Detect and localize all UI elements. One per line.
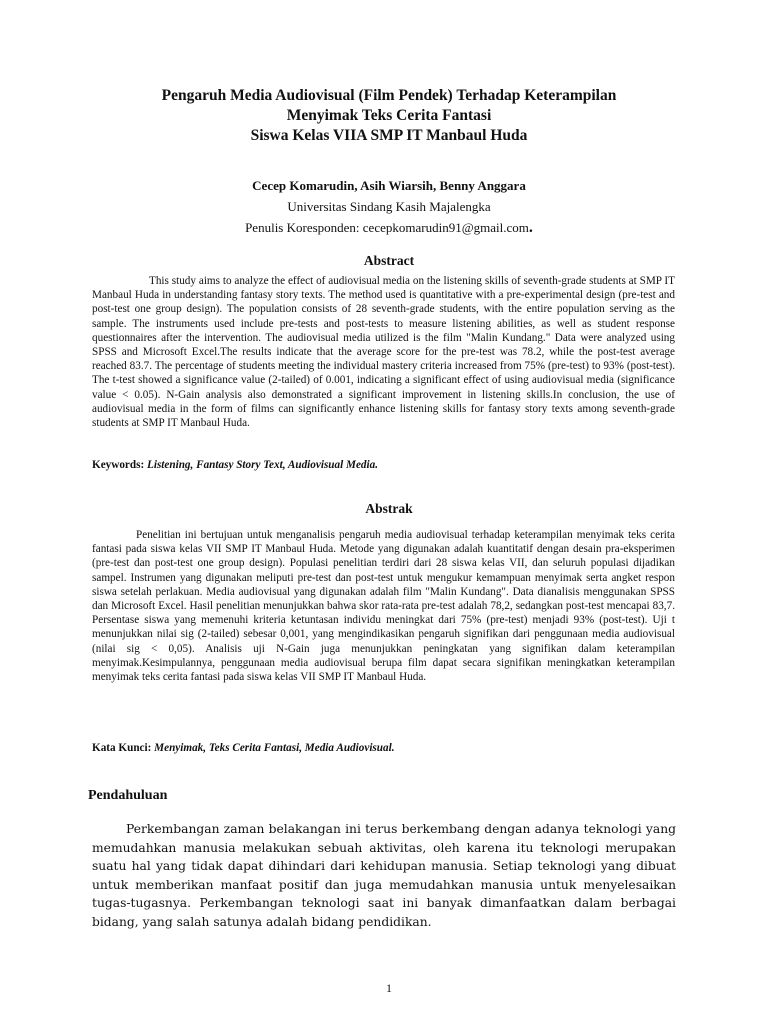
keywords-label: Keywords: [92,459,145,471]
abstrak-text: Penelitian ini bertujuan untuk menganalisis pengaruh media audiovisual terhadap keterampilan menyimak teks cerita fantasi pada siswa kelas VII SMP IT Manbaul Huda. Metode yang digunakan adalah kuantitatif dengan desain pra-eksperimen (pre-test dan post-test one group design). Populasi penelitian terdiri dari 28 siswa kelas VII, dan seluruh populasi dijadikan sampel. Instrumen yang digunakan meliputi pre-test dan post-test untuk mengukur kemampuan menyimak serta angket respon siswa setelah perlakuan. Media audiovisual yang digunakan adalah film "Malin Kundang". Data dianalisis menggunakan SPSS dan Microsoft Excel. Hasil penelitian menunjukkan bahwa skor rata-rata pre-test adalah 78,2, sedangkan post-test mencapai 83,7. Persentase siswa yang memenuhi kriteria ketuntasan individu meningkat dari 75% (pre-test) menjadi 93% (post-test). Uji t menunjukkan nilai sig (2-tailed) sebesar 0,001, yang mengindikasikan pengaruh signifikan dari penggunaan media audiovisual (nilai sig < 0,05). Analisis uji N-Gain juga menunjukkan peningkatan yang signifikan dalam keterampilan menyimak.Kesimpulannya, penggunaan media audiovisual berupa film dapat secara signifikan meningkatkan keterampilan menyimak teks cerita fantasi pada siswa kelas VII SMP IT Manbaul Huda. [92,529,675,684]
abstrak-heading: Abstrak [365,501,413,516]
author-names: Cecep Komarudin, Asih Wiarsih, Benny Anggara [252,178,526,193]
introduction-heading: Pendahuluan [88,788,168,803]
correspondence-period: . [528,219,533,236]
correspondence-line [92,217,686,238]
author-block [92,175,686,238]
paper-title [92,86,686,146]
correspondence-email: Penulis Koresponden: cecepkomarudin91@gmail.com [245,220,529,235]
page-number: 1 [386,981,392,995]
affiliation: Universitas Sindang Kasih Majalengka [287,199,491,214]
abstract-text: This study aims to analyze the effect of audiovisual media on the listening skills of seventh-grade students at SMP IT Manbaul Huda in understanding fantasy story texts. The method used is quantitative with a pre-experimental design (pre-test and post-test one group design). The population consists of 28 seventh-grade students, with the entire population serving as the sample. The instruments used include pre-tests and post-tests to measure listening abilities, as well as student response questionnaires after the intervention. The audiovisual media utilized is the film "Malin Kundang." Data were analyzed using SPSS and Microsoft Excel.The results indicate that the average score for the pre-test was 78.2, while the post-test average reached 83.7. The percentage of students meeting the individual mastery criteria increased from 75% (pre-test) to 93% (post-test). The t-test showed a significance value (2-tailed) of 0.001, indicating a significant effect of using audiovisual media (significance value < 0.05). N-Gain analysis also demonstrated a significant improvement in listening skills.In conclusion, the use of audiovisual media in the form of films can significantly enhance listening skills for fantasy story texts among seventh-grade students at SMP IT Manbaul Huda. [92,275,675,430]
kata-kunci-line [92,742,686,754]
title-line-2: Menyimak Teks Cerita Fantasi [286,107,492,124]
kata-kunci-value: Menyimak, Teks Cerita Fantasi, Media Audiovisual. [154,742,395,754]
kata-kunci-label: Kata Kunci: [92,742,152,754]
keywords-line [92,459,686,471]
keywords-value: Listening, Fantasy Story Text, Audiovisual Media. [147,459,379,471]
abstract-heading: Abstract [363,253,415,268]
title-line-3: Siswa Kelas VIIA SMP IT Manbaul Huda [250,127,528,144]
title-line-1: Pengaruh Media Audiovisual (Film Pendek) Terhadap Keterampilan [161,87,617,104]
introduction-text: Perkembangan zaman belakangan ini terus berkembang dengan adanya teknologi yang memudahkan manusia melakukan sebuah aktivitas, oleh karena itu teknologi merupakan suatu hal yang tidak dapat dihindari dari kehidupan manusia. Setiap teknologi yang dibuat untuk memberikan manfaat positif dan juga memudahkan manusia untuk menyelesaikan tugas-tugasnya. Perkembangan teknologi saat ini banyak dimanfaatkan dalam berbagai bidang, yang salah satunya adalah bidang pendidikan. [92,822,676,929]
